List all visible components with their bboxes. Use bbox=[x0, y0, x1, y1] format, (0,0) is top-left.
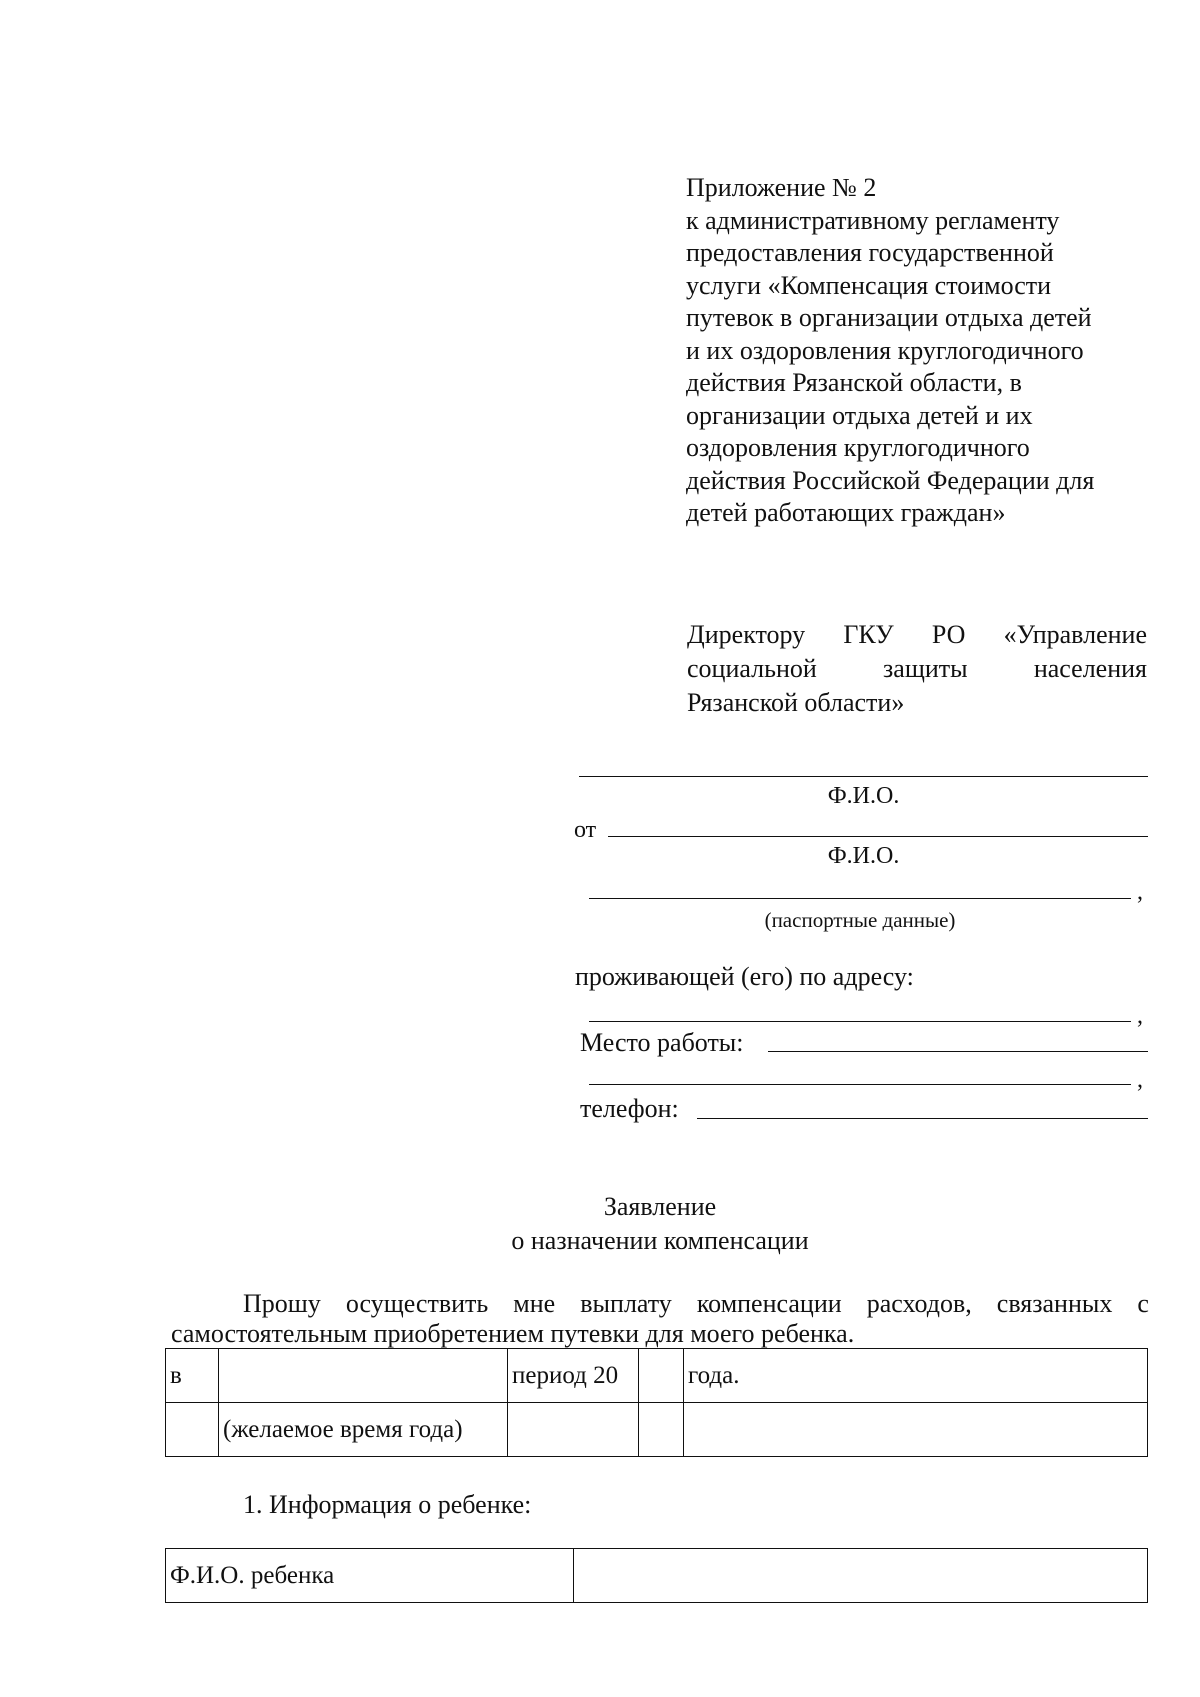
appendix-line: услуги «Компенсация стоимости bbox=[686, 270, 1052, 300]
appendix-line: Приложение № 2 bbox=[686, 173, 877, 202]
addressee-line-2 bbox=[687, 652, 1147, 686]
appendix-line: предоставления государственной bbox=[686, 238, 1054, 267]
body-word: связанных bbox=[996, 1289, 1113, 1318]
period-table bbox=[165, 1348, 1148, 1457]
empty-cell bbox=[639, 1403, 684, 1457]
addressee-word: населения bbox=[1033, 654, 1147, 683]
statement-body-line-1 bbox=[243, 1287, 1149, 1321]
body-word: расходов, bbox=[866, 1289, 972, 1318]
appendix-line: к административному регламенту bbox=[686, 205, 1060, 235]
address-comma: , bbox=[1137, 1003, 1143, 1029]
addressee-word: социальной bbox=[687, 654, 817, 683]
passport-caption: (паспортные данные) bbox=[764, 908, 956, 932]
period-year-label: период 20 bbox=[508, 1349, 639, 1403]
passport-line bbox=[589, 898, 1131, 899]
address-label: проживающей (его) по адресу: bbox=[575, 962, 914, 991]
workplace-comma: , bbox=[1137, 1067, 1143, 1093]
applicant-fio-caption: Ф.И.О. bbox=[827, 843, 900, 869]
phone-label: телефон: bbox=[580, 1094, 679, 1123]
child-fio-input[interactable] bbox=[574, 1549, 1148, 1603]
appendix-line: организации отдыха детей и их bbox=[686, 400, 1033, 430]
appendix-line: путевок в организации отдыха детей bbox=[686, 303, 1092, 332]
body-word: компенсации bbox=[696, 1289, 842, 1318]
child-fio-row bbox=[166, 1549, 1148, 1603]
addressee-word: Директору bbox=[687, 620, 806, 649]
director-fio-caption: Ф.И.О. bbox=[827, 783, 900, 809]
appendix-line: действия Рязанской области, в bbox=[686, 368, 1022, 397]
period-caption-row bbox=[166, 1403, 1148, 1457]
addressee-word: «Управление bbox=[1003, 620, 1147, 649]
year-input-cell[interactable] bbox=[639, 1349, 684, 1403]
addressee-block bbox=[687, 618, 1147, 720]
empty-cell bbox=[684, 1403, 1148, 1457]
empty-cell bbox=[508, 1403, 639, 1457]
body-word: с bbox=[1137, 1289, 1149, 1318]
addressee-word: защиты bbox=[883, 654, 968, 683]
addressee-line-1 bbox=[687, 618, 1147, 652]
workplace-line bbox=[768, 1051, 1148, 1052]
appendix-header bbox=[686, 172, 1094, 530]
address-line bbox=[589, 1021, 1131, 1022]
body-word: осуществить bbox=[345, 1289, 489, 1318]
body-word: Прошу bbox=[243, 1289, 321, 1318]
appendix-line: и их оздоровления круглогодичного bbox=[686, 335, 1084, 365]
body-word: мне bbox=[513, 1289, 556, 1318]
appendix-line: детей работающих граждан» bbox=[686, 498, 1006, 527]
appendix-line: действия Российской Федерации для bbox=[686, 465, 1095, 495]
applicant-fio-line bbox=[608, 836, 1148, 837]
statement-body-line-2: самостоятельным приобретением путевки для моего ребенка. bbox=[171, 1319, 855, 1348]
workplace-label: Место работы: bbox=[580, 1028, 744, 1057]
workplace-line-2 bbox=[589, 1084, 1131, 1085]
addressee-line-3: Рязанской области» bbox=[687, 688, 905, 717]
period-row bbox=[166, 1349, 1148, 1403]
from-label: от bbox=[574, 817, 597, 843]
child-info-table bbox=[165, 1548, 1148, 1603]
period-year-suffix: года. bbox=[684, 1349, 1148, 1403]
season-input-cell[interactable] bbox=[219, 1349, 508, 1403]
addressee-word: ГКУ bbox=[843, 620, 894, 649]
director-fio-line bbox=[579, 776, 1148, 777]
statement-subtitle: о назначении компенсации bbox=[511, 1226, 809, 1255]
period-cell-in: в bbox=[166, 1349, 219, 1403]
child-fio-label: Ф.И.О. ребенка bbox=[166, 1549, 574, 1603]
appendix-line: оздоровления круглогодичного bbox=[686, 433, 1030, 462]
section-heading: 1. Информация о ребенке: bbox=[243, 1490, 532, 1519]
empty-cell bbox=[166, 1403, 219, 1457]
addressee-word: РО bbox=[931, 620, 966, 649]
phone-line bbox=[697, 1118, 1148, 1119]
passport-comma: , bbox=[1137, 879, 1143, 905]
body-word: выплату bbox=[580, 1289, 672, 1318]
season-caption: (желаемое время года) bbox=[219, 1403, 508, 1457]
statement-title: Заявление bbox=[603, 1192, 717, 1221]
